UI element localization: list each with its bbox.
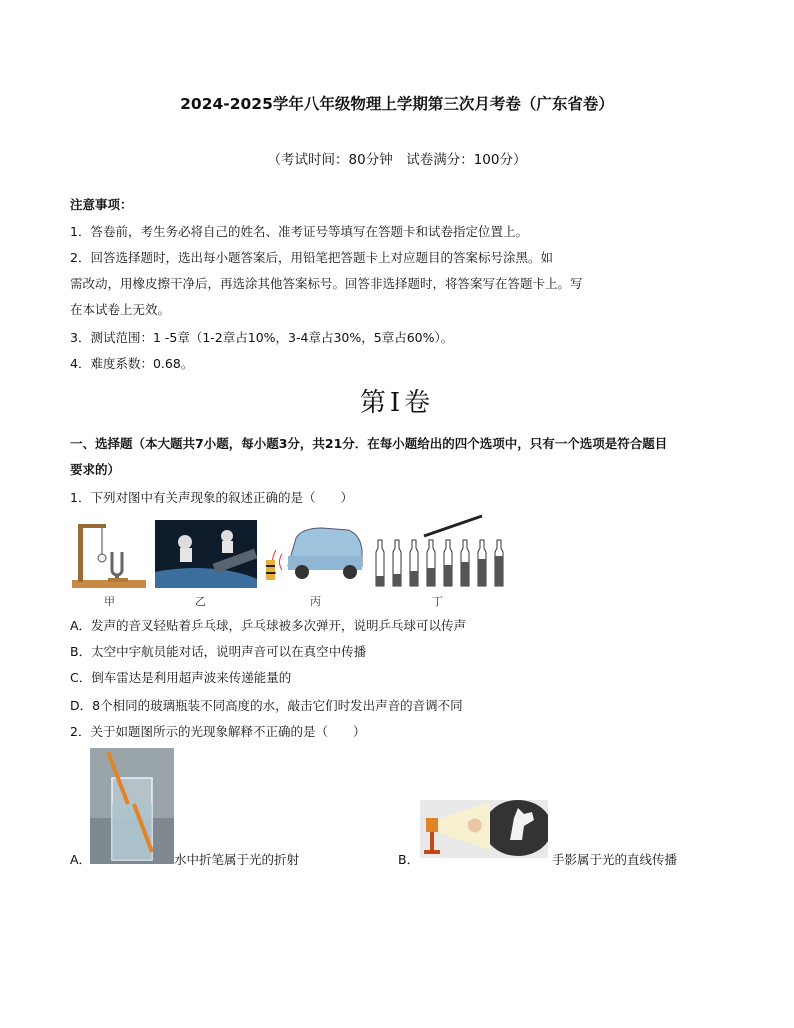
- tuning-fork-figure: [70, 518, 148, 590]
- question-2-option-a-text: 水中折笔属于光的折射: [174, 852, 300, 867]
- note-line: 2．回答选择题时，选出每小题答案后，用铅笔把答题卡上对应题目的答案标号涂黑。如: [70, 250, 553, 265]
- astronaut-figure: [155, 520, 257, 588]
- exam-meta: （考试时间：80分钟 试卷满分：100分）: [267, 152, 527, 168]
- question-2-option-a-letter: A．: [70, 852, 92, 867]
- pencil-in-water-figure: [90, 748, 174, 864]
- reversing-radar-figure: [262, 520, 366, 588]
- question-2-stem: 2．关于如题图所示的光现象解释不正确的是（ ）: [70, 724, 366, 739]
- bottles-figure: [372, 514, 512, 590]
- volume-title: 第Ⅰ卷: [359, 388, 435, 418]
- note-line: 在本试卷上无效。: [70, 302, 171, 317]
- question-1-option-b: B．太空中宇航员能对话，说明声音可以在真空中传播: [70, 644, 367, 659]
- note-line: 需改动，用橡皮擦干净后，再选涂其他答案标号。回答非选择题时，将答案写在答题卡上。写: [70, 276, 583, 291]
- question-1-option-d: D．8个相同的玻璃瓶装不同高度的水，敲击它们时发出声音的音调不同: [70, 698, 463, 713]
- notes-heading: 注意事项：: [70, 197, 133, 212]
- note-line: 4．难度系数：0.68。: [70, 356, 194, 371]
- figure-caption-jia: 甲: [104, 595, 115, 608]
- question-2-option-b-letter: B．: [398, 852, 420, 867]
- section-heading-cont: 要求的）: [70, 462, 121, 477]
- figure-caption-ding: 丁: [432, 595, 443, 608]
- question-2-option-b-text: 手影属于光的直线传播: [552, 852, 678, 867]
- section-heading: 一、选择题（本大题共7小题，每小题3分，共21分．在每小题给出的四个选项中，只有一个选项是符合题目: [70, 436, 668, 451]
- hand-shadow-figure: [420, 800, 548, 858]
- figure-caption-yi: 乙: [195, 595, 206, 608]
- figure-caption-bing: 丙: [310, 595, 321, 608]
- note-line: 1．答卷前，考生务必将自己的姓名、准考证号等填写在答题卡和试卷指定位置上。: [70, 224, 528, 239]
- question-1-option-a: A．发声的音叉轻贴着乒乓球，乒乓球被多次弹开，说明乒乓球可以传声: [70, 618, 467, 633]
- note-line: 3．测试范围：1 -5章（1-2章占10%，3-4章占30%，5章占60%）。: [70, 330, 454, 345]
- exam-title: 2024-2025学年八年级物理上学期第三次月考卷（广东省卷）: [180, 95, 614, 113]
- question-1-option-c: C．倒车雷达是利用超声波来传递能量的: [70, 670, 292, 685]
- question-1-stem: 1．下列对图中有关声现象的叙述正确的是（ ）: [70, 490, 353, 505]
